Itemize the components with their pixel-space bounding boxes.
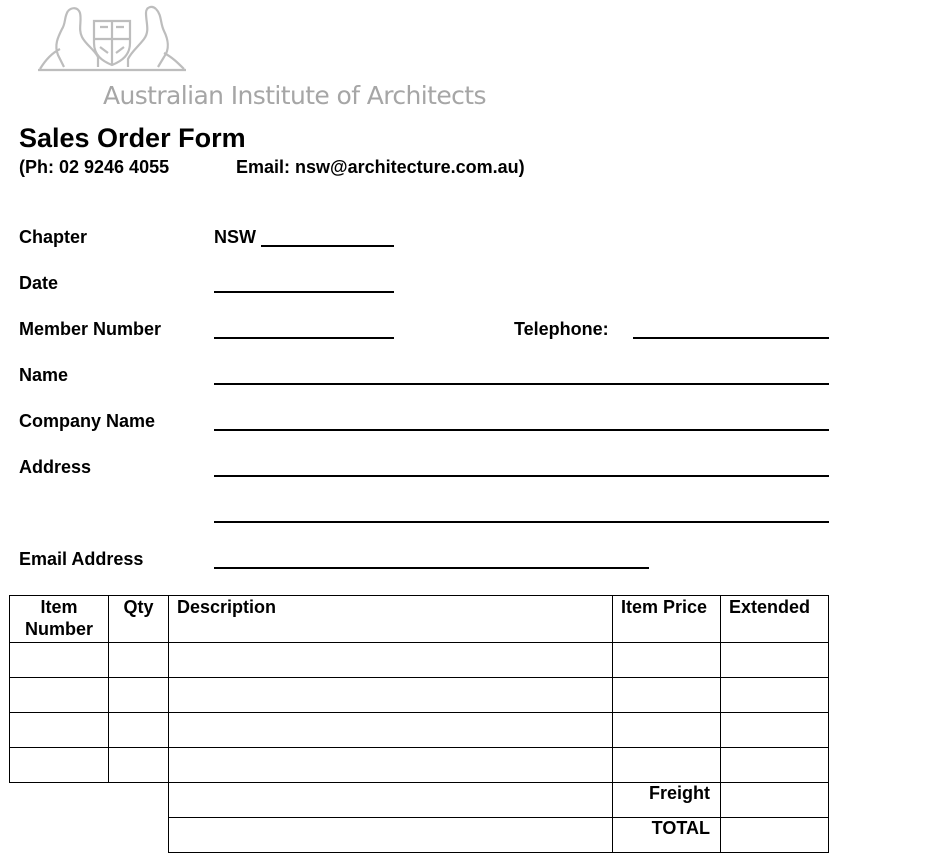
email-address-label: Email Address [19, 549, 144, 569]
company-name-field[interactable] [214, 429, 829, 431]
cell-qty[interactable] [109, 678, 169, 713]
cell-item-price[interactable] [613, 713, 721, 748]
cell-item-price[interactable] [613, 678, 721, 713]
email-address-field[interactable] [214, 567, 649, 569]
header-qty: Qty [109, 596, 169, 643]
freight-row [10, 783, 829, 818]
chapter-field[interactable] [261, 245, 394, 247]
freight-amount-cell[interactable] [721, 783, 829, 818]
header-item-number: Item Number [10, 596, 109, 643]
cell-extended[interactable] [721, 643, 829, 678]
table-row [10, 643, 829, 678]
cell-description[interactable] [169, 678, 613, 713]
cell-extended[interactable] [721, 713, 829, 748]
freight-blank-cell [169, 783, 613, 818]
telephone-field[interactable] [633, 337, 829, 339]
contact-phone: (Ph: 02 9246 4055 [19, 157, 170, 177]
company-name-label: Company Name [19, 411, 156, 431]
date-label: Date [19, 273, 59, 293]
member-number-field[interactable] [214, 337, 394, 339]
name-label: Name [19, 365, 69, 385]
cell-qty[interactable] [109, 748, 169, 783]
cell-qty[interactable] [109, 643, 169, 678]
page-title: Sales Order Form [19, 123, 246, 153]
header-item-price: Item Price [613, 596, 721, 643]
header-extended: Extended [721, 596, 829, 643]
address-field-line-2[interactable] [214, 521, 829, 523]
cell-item-number[interactable] [10, 748, 109, 783]
address-label: Address [19, 457, 92, 477]
total-label: TOTAL [613, 818, 721, 853]
cell-item-price[interactable] [613, 748, 721, 783]
total-amount-cell[interactable] [721, 818, 829, 853]
cell-description[interactable] [169, 748, 613, 783]
cell-description[interactable] [169, 643, 613, 678]
table-row [10, 748, 829, 783]
organization-name: Australian Institute of Architects [103, 81, 486, 110]
date-field[interactable] [214, 291, 394, 293]
cell-item-number[interactable] [10, 678, 109, 713]
cell-qty[interactable] [109, 713, 169, 748]
total-blank-cell [169, 818, 613, 853]
aia-crest-kangaroo-emu-icon [38, 3, 186, 73]
table-row [10, 678, 829, 713]
contact-email: Email: nsw@architecture.com.au) [236, 157, 525, 177]
chapter-label: Chapter [19, 227, 88, 247]
cell-item-price[interactable] [613, 643, 721, 678]
header-description: Description [169, 596, 613, 643]
telephone-label: Telephone: [514, 319, 609, 339]
cell-item-number[interactable] [10, 713, 109, 748]
table-row [10, 713, 829, 748]
total-row [10, 818, 829, 853]
cell-extended[interactable] [721, 678, 829, 713]
cell-extended[interactable] [721, 748, 829, 783]
contact-info [19, 157, 525, 178]
name-field[interactable] [214, 383, 829, 385]
cell-item-number[interactable] [10, 643, 109, 678]
chapter-value: NSW [214, 227, 256, 247]
freight-label: Freight [613, 783, 721, 818]
cell-description[interactable] [169, 713, 613, 748]
table-header-row [10, 596, 829, 643]
member-number-label: Member Number [19, 319, 162, 339]
order-items-table [9, 595, 829, 853]
address-field-line-1[interactable] [214, 475, 829, 477]
